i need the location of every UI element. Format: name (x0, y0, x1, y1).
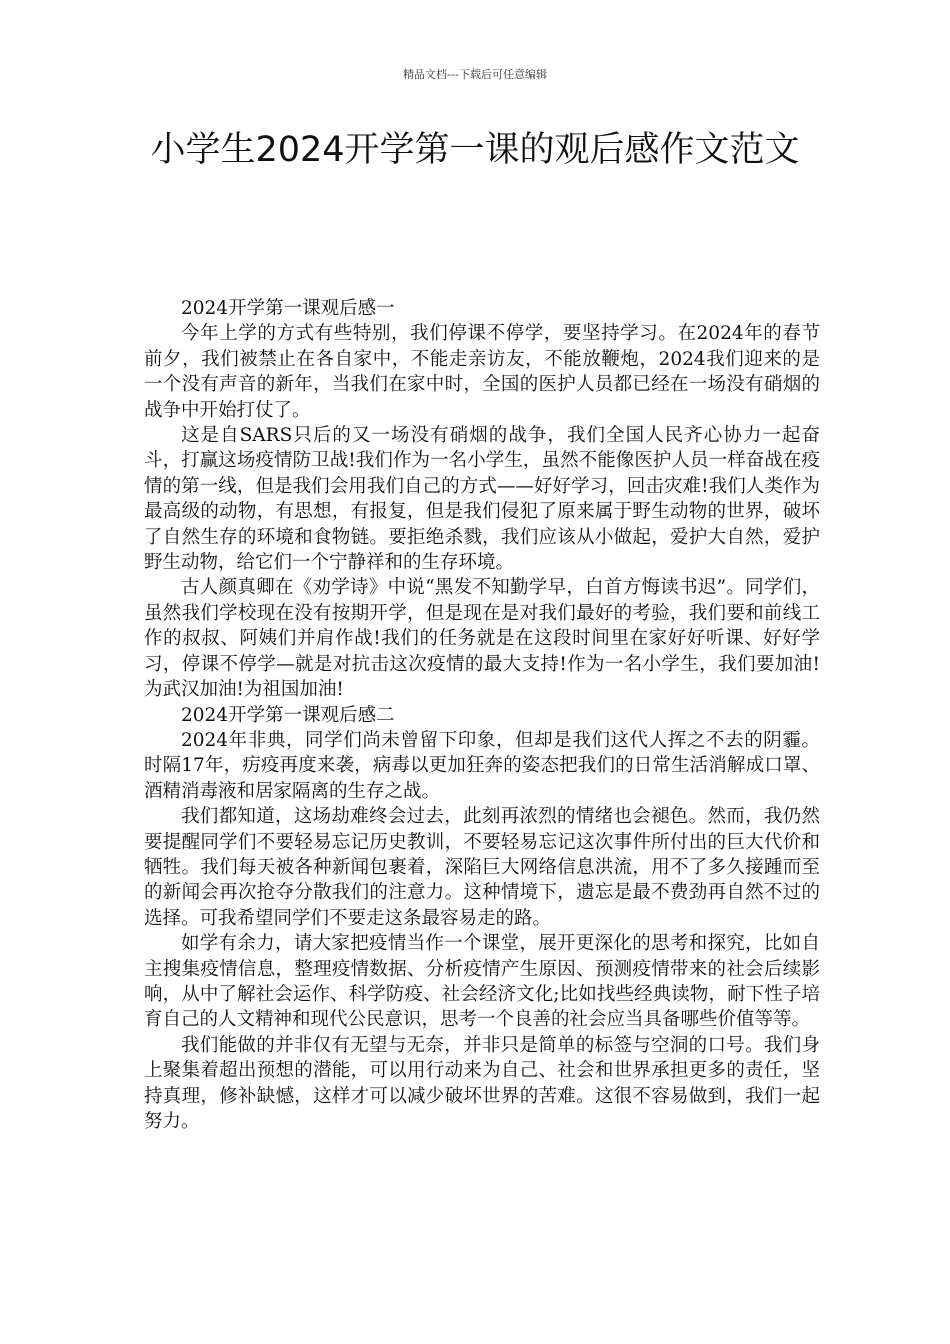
paragraph: 这是自SARS只后的又一场没有硝烟的战争，我们全国人民齐心协力一起奋斗，打赢这场疫情防卫战!我们作为一名小学生，虽然不能像医护人员一样奋战在疫情的第一线，但是我们会用我们自己的方式——好好学习，回击灾难!我们人类作为最高级的动物，有思想，有报复，但是我们侵犯了原来属于野生动物的世界，破坏了自然生存的环境和食物链。要拒绝杀戮，我们应该从小做起，爱护大自然，爱护野生动物，给它们一个宁静祥和的生存环境。 (144, 425, 820, 574)
document-title: 小学生2024开学第一课的观后感作文范文 (150, 130, 800, 170)
paragraph: 我们能做的并非仅有无望与无奈，并非只是简单的标签与空洞的口号。我们身上聚集着超出预想的潜能，可以用行动来为自己、社会和世界承担更多的责任，坚持真理，修补缺憾，这样才可以减少破坏世界的苦难。这很不容易做到，我们一起努力。 (144, 1034, 820, 1132)
paragraph: 我们都知道，这场劫难终会过去，此刻再浓烈的情绪也会褪色。然而，我仍然要提醒同学们不要轻易忘记历史教训，不要轻易忘记这次事件所付出的巨大代价和牺牲。我们每天被各种新闻包裹着，深陷巨大网络信息洪流，用不了多久接踵而至的新闻会再次抢夺分散我们的注意力。这种情境下，遗忘是最不费劲再自然不过的选择。可我希望同学们不要走这条最容易走的路。 (144, 806, 820, 929)
paragraph: 今年上学的方式有些特别，我们停课不停学，要坚持学习。在2024年的春节前夕，我们被禁止在各自家中，不能走亲访友，不能放鞭炮，2024我们迎来的是一个没有声音的新年，当我们在家中时，全国的医护人员都已经在一场没有硝烟的战争中开始打仗了。 (144, 323, 820, 421)
header-note: 精品文档---下载后可任意编辑 (403, 68, 547, 81)
paragraph: 如学有余力，请大家把疫情当作一个课堂，展开更深化的思考和探究，比如自主搜集疫情信息，整理疫情数据、分析疫情产生原因、预测疫情带来的社会后续影响，从中了解社会运作、科学防疫、社会经济文化;比如找些经典读物，耐下性子培育自己的人文精神和现代公民意识，思考一个良善的社会应当具备哪些价值等等。 (144, 933, 820, 1031)
paragraph: 古人颜真卿在《劝学诗》中说“黑发不知勤学早，白首方悔读书迟”。同学们，虽然我们学校现在没有按期开学，但是现在是对我们最好的考验，我们要和前线工作的叔叔、阿姨们并肩作战!我们的任务就是在这段时间里在家好好听课、好好学习，停课不停学—就是对抗击这次疫情的最大支持!作为一名小学生，我们要加油!为武汉加油!为祖国加油! (144, 577, 820, 701)
section-heading-2: 2024开学第一课观后感二 (181, 704, 395, 726)
section-heading-1: 2024开学第一课观后感一 (181, 298, 395, 319)
paragraph: 2024年非典，同学们尚未曾留下印象，但却是我们这代人挥之不去的阴霾。时隔17年，疠疫再度来袭，病毒以更加狂奔的姿态把我们的日常生活消解成口罩、酒精消毒液和居家隔离的生存之战。 (144, 729, 820, 802)
document-body (144, 296, 820, 1134)
